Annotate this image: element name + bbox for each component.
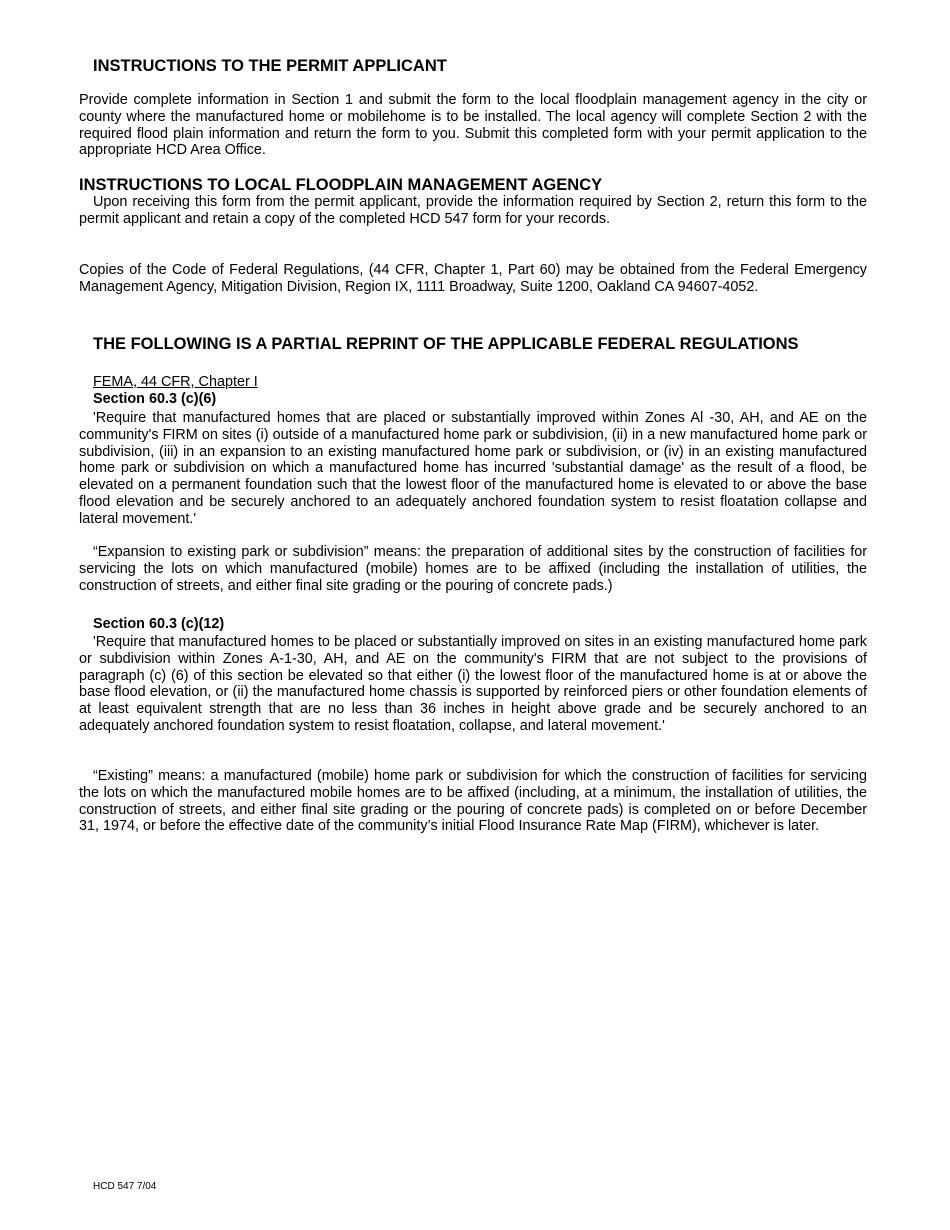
- agency-instructions-body: Upon receiving this form from the permit applicant, provide the information required by Section 2, return this form to the permit applicant and retain a copy of the completed HCD 547 form for your records.: [79, 194, 867, 227]
- expansion-definition: “Expansion to existing park or subdivision” means: the preparation of additional sites by the construction of facilities for servicing the lots on which manufactured (mobile) homes are to be affixed (including the installation of utilities, the construction of streets, and either final site grading or the pouring of concrete pads.): [79, 544, 867, 594]
- section-c6-title: Section 60.3 (c)(6): [93, 391, 217, 407]
- reprint-heading: THE FOLLOWING IS A PARTIAL REPRINT OF THE APPLICABLE FEDERAL REGULATIONS: [93, 335, 799, 353]
- agency-instructions-heading: INSTRUCTIONS TO LOCAL FLOODPLAIN MANAGEMENT AGENCY: [79, 176, 603, 194]
- existing-definition: “Existing” means: a manufactured (mobile) home park or subdivision for which the construction of facilities for servicing the lots on which the manufactured mobile homes are to be affixed (including, at a minimum, the installation of utilities, the construction of streets, and either final site grading or the pouring of concrete pads) is completed on or before December 31, 1974, or before the effective date of the community’s initial Flood Insurance Rate Map (FIRM), whichever is later.: [79, 768, 867, 835]
- section-c6-body: 'Require that manufactured homes that are placed or substantially improved within Zones Al -30, AH, and AE on the community's FIRM on sites (i) outside of a manufactured home park or subdivision, (ii) in a new manufactured home park or subdivision, (iii) in an expansion to an existing manufactured home park or subdivision, or (iv) in an existing manufactured home park or subdivision on which a manufactured home has incurred 'substantial damage' as the result of a flood, be elevated on a permanent foundation such that the lowest floor of the manufactured home is elevated to or above the base flood elevation and be securely anchored to an adequately anchored foundation system to resist floatation collapse and lateral movement.': [79, 410, 867, 527]
- form-number-footer: HCD 547 7/04: [93, 1181, 157, 1192]
- section-c12-body: 'Require that manufactured homes to be placed or substantially improved on sites in an existing manufactured home park or subdivision within Zones A-1-30, AH, and AE on the community's FIRM that are not subject to the provisions of paragraph (c) (6) of this section be elevated so that either (i) the lowest floor of the manufactured home is at or above the base flood elevation, or (ii) the manufactured home chassis is supported by reinforced piers or other foundation elements of at least equivalent strength that are no less than 36 inches in height above grade and be securely anchored to an adequately anchored foundation system to resist floatation, collapse, and lateral movement.': [79, 634, 867, 734]
- section-c12-title: Section 60.3 (c)(12): [93, 616, 225, 632]
- applicant-instructions-body: Provide complete information in Section 1 and submit the form to the local floodplain management agency in the city or county where the manufactured home or mobilehome is to be installed. The local agency will complete Section 2 with the required flood plain information and return the form to you. Submit this completed form with your permit application to the appropriate HCD Area Office.: [79, 92, 867, 159]
- applicant-instructions-heading: INSTRUCTIONS TO THE PERMIT APPLICANT: [93, 57, 447, 75]
- cfr-copies-note: Copies of the Code of Federal Regulations, (44 CFR, Chapter 1, Part 60) may be obtained from the Federal Emergency Management Agency, Mitigation Division, Region IX, 1111 Broadway, Suite 1200, Oakland CA 94607-4052.: [79, 262, 867, 295]
- fema-chapter-reference: FEMA, 44 CFR, Chapter I: [93, 374, 258, 390]
